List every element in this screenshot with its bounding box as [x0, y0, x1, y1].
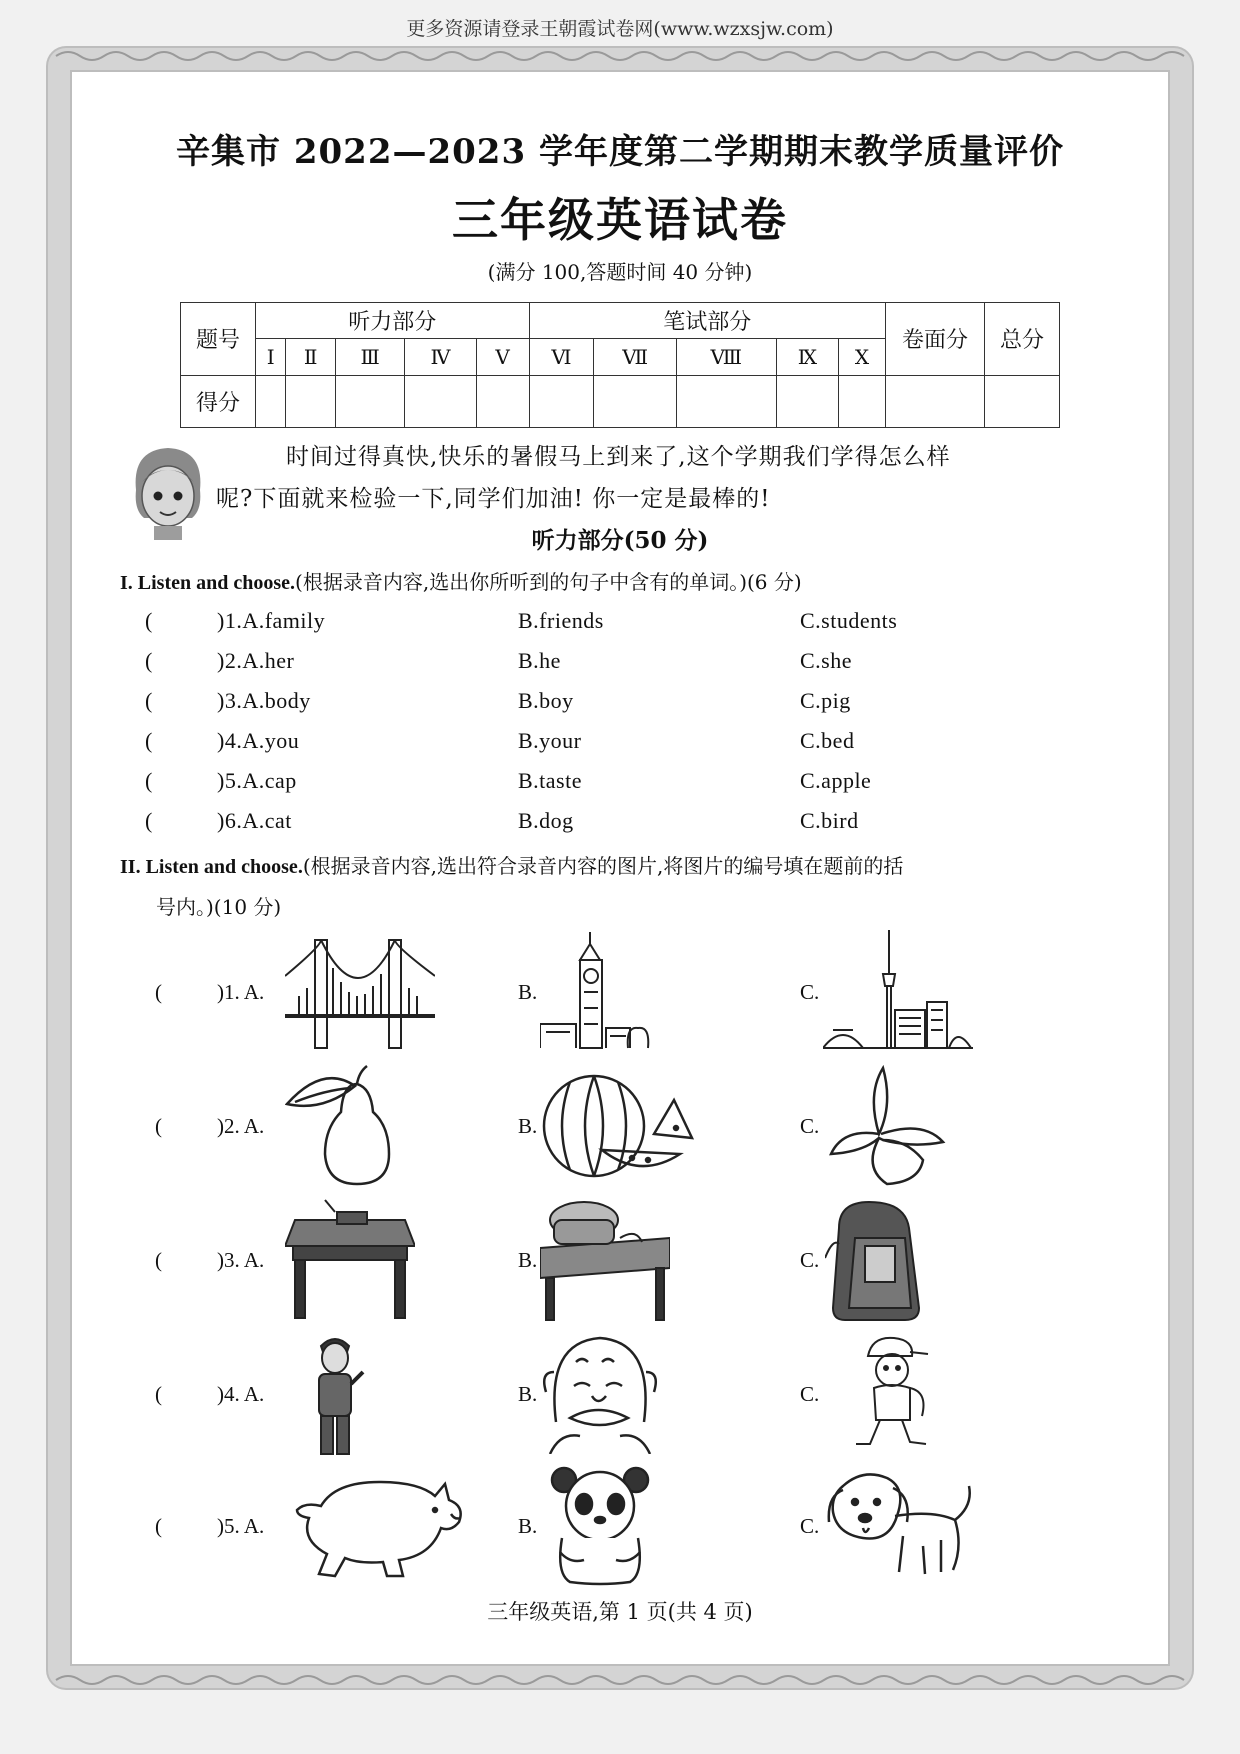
score-section: Ⅴ [476, 339, 529, 375]
answer-paren[interactable]: ( [145, 688, 153, 713]
option-c: C.students [800, 608, 898, 633]
score-table [180, 302, 1060, 428]
score-group-listening: 听力部分 [256, 303, 530, 339]
part2-title-cn2: 号内。)(10 分) [156, 895, 282, 919]
option-c: C.she [800, 648, 852, 673]
option-b: B. [518, 1114, 538, 1138]
score-cell[interactable] [256, 375, 286, 427]
part2-title-en: II. Listen and choose. [120, 856, 303, 878]
score-section: Ⅷ [676, 339, 776, 375]
pig-icon [295, 1470, 465, 1580]
part1-item [145, 808, 1135, 848]
option-c: C. [800, 1514, 820, 1538]
score-section: Ⅹ [839, 339, 886, 375]
answer-paren[interactable]: ( [145, 608, 153, 633]
option-c: C.pig [800, 688, 851, 713]
part1-item [145, 648, 1135, 688]
intro-paragraph [216, 436, 1126, 520]
part1-item [145, 728, 1135, 768]
exam-title-line2: 三年级英语试卷 [452, 193, 788, 247]
option-b: B.taste [518, 768, 582, 793]
score-cell[interactable] [985, 375, 1060, 427]
answer-paren[interactable]: ( [145, 808, 153, 833]
score-section: Ⅵ [529, 339, 594, 375]
score-cell[interactable] [286, 375, 336, 427]
option-b: B.friends [518, 608, 604, 633]
option-a: )3. A. [217, 1248, 265, 1272]
option-b: B. [518, 1514, 538, 1538]
part1-title-cn: (根据录音内容,选出你所听到的句子中含有的单词。)(6 分) [295, 570, 802, 594]
score-section: Ⅲ [336, 339, 405, 375]
score-cell[interactable] [476, 375, 529, 427]
part1-title-en: I. Listen and choose. [120, 572, 296, 594]
desk-with-pencilcase-icon [540, 1198, 670, 1322]
part2-title-cn: (根据录音内容,选出符合录音内容的图片,将图片的编号填在题前的括 [302, 854, 904, 878]
option-c: C.bed [800, 728, 855, 753]
option-a: )5.A.cap [217, 768, 297, 793]
score-cell[interactable] [594, 375, 676, 427]
part2-title [120, 846, 1130, 927]
intro-line2: 呢?下面就来检验一下,同学们加油! 你一定是最棒的! [216, 486, 771, 512]
option-b: B. [518, 980, 538, 1004]
option-b: B. [518, 1382, 538, 1406]
option-b: B.he [518, 648, 561, 673]
watermark: 更多资源请登录王朝霞试卷网(www.wzxsjw.com) [406, 18, 834, 40]
option-b: B.your [518, 728, 582, 753]
pear-icon [285, 1064, 405, 1188]
option-b: B.dog [518, 808, 574, 833]
part1-title [120, 562, 1130, 603]
score-group-writing: 笔试部分 [529, 303, 885, 339]
big-ben-icon [540, 932, 650, 1052]
banana-icon [823, 1064, 953, 1188]
grandpa-icon [540, 1332, 660, 1454]
option-c: C. [800, 1248, 820, 1272]
option-a: )2. A. [217, 1114, 265, 1138]
score-cell[interactable] [336, 375, 405, 427]
part1-item [145, 688, 1135, 728]
score-total: 总分 [985, 303, 1060, 376]
listening-heading: 听力部分(50 分) [531, 527, 709, 554]
answer-paren[interactable]: ( [155, 1382, 162, 1406]
watermelon-icon [540, 1070, 700, 1186]
score-col-label: 题号 [181, 303, 256, 376]
score-section: Ⅰ [256, 339, 286, 375]
option-a: )2.A.her [217, 648, 295, 673]
option-a: )4.A.you [217, 728, 300, 753]
intro-line1: 时间过得真快,快乐的暑假马上到来了,这个学期我们学得怎么样 [286, 444, 951, 470]
answer-paren[interactable]: ( [145, 768, 153, 793]
tower-city-icon [823, 930, 973, 1052]
score-section: Ⅱ [286, 339, 336, 375]
desk-with-book-icon [285, 1198, 415, 1320]
dog-icon [823, 1466, 983, 1582]
schoolbag-icon [825, 1198, 935, 1322]
part2-item [155, 1332, 1135, 1456]
part1-item [145, 608, 1135, 648]
exam-title-line1: 辛集市 2022—2023 学年度第二学期期末教学质量评价 [176, 132, 1064, 172]
score-cell[interactable] [886, 375, 985, 427]
option-a: )6.A.cat [217, 808, 292, 833]
score-row-label: 得分 [181, 375, 256, 427]
answer-paren[interactable]: ( [145, 648, 153, 673]
score-section: Ⅶ [594, 339, 676, 375]
option-c: C.apple [800, 768, 872, 793]
score-section: Ⅸ [776, 339, 838, 375]
part2-item [155, 1464, 1135, 1588]
answer-paren[interactable]: ( [155, 1114, 162, 1138]
man-icon [305, 1332, 375, 1456]
score-section: Ⅳ [405, 339, 476, 375]
option-a: )1. A. [217, 980, 265, 1004]
answer-paren[interactable]: ( [155, 1514, 162, 1538]
part2-item [155, 930, 1135, 1054]
score-cell[interactable] [776, 375, 838, 427]
score-cell[interactable] [405, 375, 476, 427]
option-c: C. [800, 1114, 820, 1138]
score-neatness: 卷面分 [886, 303, 985, 376]
option-a: )5. A. [217, 1514, 265, 1538]
score-cell[interactable] [839, 375, 886, 427]
option-a: )1.A.family [217, 608, 326, 633]
answer-paren[interactable]: ( [155, 1248, 162, 1272]
bridge-icon [285, 936, 435, 1052]
option-c: C.bird [800, 808, 859, 833]
option-a: )4. A. [217, 1382, 265, 1406]
part2-item [155, 1198, 1135, 1322]
part1-item [145, 768, 1135, 808]
option-c: C. [800, 1382, 820, 1406]
answer-paren[interactable]: ( [145, 728, 153, 753]
option-b: B. [518, 1248, 538, 1272]
option-c: C. [800, 980, 820, 1004]
score-cell[interactable] [529, 375, 594, 427]
exam-subtitle: (满分 100,答题时间 40 分钟) [487, 260, 753, 284]
part2-item [155, 1064, 1135, 1188]
option-b: B.boy [518, 688, 574, 713]
boy-icon [850, 1332, 940, 1456]
score-cell[interactable] [676, 375, 776, 427]
option-a: )3.A.body [217, 688, 311, 713]
panda-icon [540, 1464, 660, 1586]
answer-paren[interactable]: ( [155, 980, 162, 1004]
page-footer: 三年级英语,第 1 页(共 4 页) [487, 1600, 753, 1624]
